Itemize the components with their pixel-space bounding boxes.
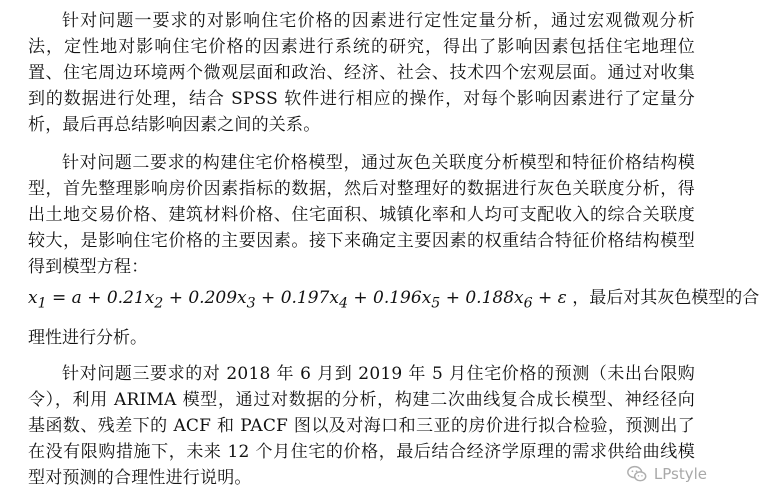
equation-term: + 0.196x: [347, 288, 432, 308]
paragraph-problem-two: 针对问题二要求的构建住宅价格模型，通过灰色关联度分析模型和特征价格结构模型，首先整理影响房价因素指标的数据，然后对整理好的数据进行灰色关联度分析，得出土地交易价格、建筑材料价格、住宅面积、城镇化率和人均可支配收入的综合关联度较大，是影响住宅价格的主要因素。接下来确定主要因素的权重结合特征价格结构模型得到模型方程：: [28, 153, 695, 277]
paragraph-problem-one: 针对问题一要求的对影响住宅价格的因素进行定性定量分析，通过宏观微观分析法，定性地对影响住宅价格的因素进行系统的研究，得出了影响因素包括住宅地理位置、住宅周边环境两个微观层面和政治、经济、社会、技术四个宏观层面。通过对收集到的数据进行处理，结合 SPSS 软件进行相应的操作，对每个影响因素进行了定量分析，最后再总结影响因素之间的关系。: [28, 11, 695, 135]
paragraph-problem-three: 针对问题三要求的对 2018 年 6 月到 2019 年 5 月住宅价格的预测（未出台限购令），利用 ARIMA 模型，通过对数据的分析，构建二次曲线复合成长模型、神经径向基函数、残差下的 ACF 和 PACF 图以及对海口和三亚的房价进行拟合检验，预测出了在没有限购措施下，未来 12 个月住宅的价格，最后结合经济学原理的需求供给曲线模型对预测的合理性进行说明。: [28, 364, 695, 489]
equation-term-sub: 3: [246, 295, 256, 312]
equation-tail-text: ，最后对其灰色模型的合: [572, 288, 759, 308]
equation-lhs-sub: 1: [37, 295, 47, 312]
watermark-label: LPstyle: [653, 465, 707, 483]
paragraph-problem-two-end: 理性进行分析。: [28, 328, 147, 349]
equation-term: + 0.197x: [255, 288, 339, 308]
watermark: [626, 463, 707, 485]
equation-term-sub: 5: [431, 295, 441, 312]
model-equation-line: [28, 284, 759, 317]
equation-term-sub: 6: [523, 295, 533, 312]
equation-term: = a + 0.21x: [46, 288, 155, 308]
equation-lhs: x: [28, 288, 38, 308]
model-equation: [28, 288, 572, 312]
wechat-icon: [626, 463, 648, 485]
equation-term: + ε: [532, 288, 567, 308]
equation-term-sub: 2: [154, 295, 164, 312]
equation-term-sub: 4: [338, 295, 348, 312]
equation-term: + 0.209x: [163, 288, 247, 308]
equation-term: + 0.188x: [440, 288, 524, 308]
